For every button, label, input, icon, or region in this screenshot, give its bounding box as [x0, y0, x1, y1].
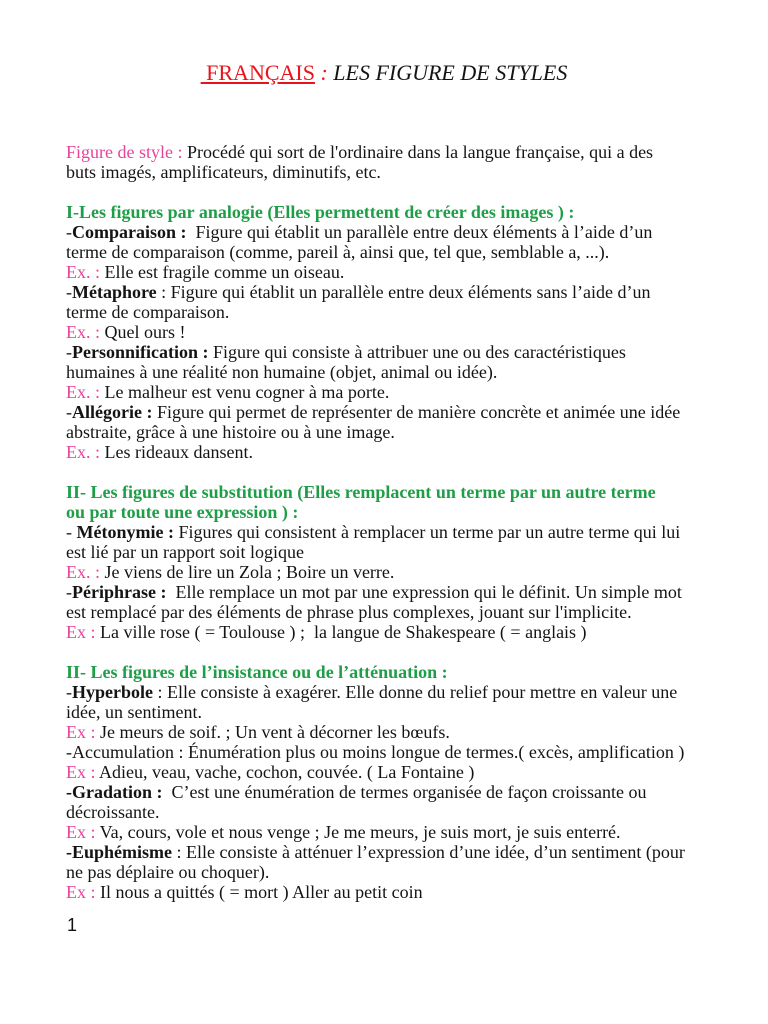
section-heading: II- Les figures de substitution (Elles remplacent un terme par un autre terme	[66, 482, 656, 502]
definition-text: Accumulation : Énumération plus ou moins longue de termes.( excès, amplification )	[72, 742, 685, 762]
document-body	[66, 142, 746, 902]
intro-label: Figure de style :	[66, 142, 183, 162]
definition-continuation: terme de comparaison (comme, pareil à, ainsi que, tel que, semblable a, ...).	[66, 242, 610, 262]
entry-dash: -	[66, 682, 72, 702]
example-line	[66, 382, 746, 402]
title-topic: LES FIGURE DE STYLES	[333, 60, 568, 85]
definition-text: Figures qui consistent à remplacer un terme par un autre terme qui lui	[173, 522, 681, 542]
figure-definition-line	[66, 682, 746, 702]
figure-definition-line	[66, 222, 746, 242]
entry-dash: -	[66, 582, 72, 602]
definition-text: Figure qui consiste à attribuer une ou des caractéristiques	[208, 342, 626, 362]
intro-continuation: buts imagés, amplificateurs, diminutifs, etc.	[66, 162, 381, 182]
entry-dash: -	[66, 522, 77, 542]
figure-definition-line	[66, 282, 746, 302]
sections-container	[66, 202, 746, 902]
example-text: Le malheur est venu cogner à ma porte.	[100, 382, 390, 402]
definition-continuation: abstraite, grâce à une histoire ou à une image.	[66, 422, 395, 442]
figure-entry	[66, 222, 746, 282]
figure-definition-line	[66, 782, 746, 802]
figure-term: Personnification :	[72, 342, 209, 362]
example-line	[66, 322, 746, 342]
example-label: Ex :	[66, 762, 96, 782]
definition-continuation: ne pas déplaire ou choquer).	[66, 862, 270, 882]
figure-definition-line	[66, 402, 746, 422]
definition-text: C’est une énumération de termes organisée de façon croissante ou	[162, 782, 647, 802]
page-title	[0, 60, 768, 86]
example-label: Ex :	[66, 722, 96, 742]
example-line	[66, 562, 746, 582]
definition-continuation: terme de comparaison.	[66, 302, 230, 322]
intro-line	[66, 142, 746, 162]
figure-entry	[66, 682, 746, 742]
figure-entry	[66, 282, 746, 342]
example-text: Je meurs de soif. ; Un vent à décorner les bœufs.	[95, 722, 450, 742]
section-heading: I-Les figures par analogie (Elles permettent de créer des images ) :	[66, 202, 575, 222]
entry-dash: -	[66, 742, 72, 762]
figure-term: -Gradation :	[66, 782, 163, 802]
intro-text: Procédé qui sort de l'ordinaire dans la langue française, qui a des	[182, 142, 654, 162]
figure-definition-line	[66, 582, 746, 602]
definition-text: : Figure qui établit un parallèle entre deux éléments sans l’aide d’un	[156, 282, 651, 302]
title-separator: :	[314, 60, 334, 85]
figure-term: Allégorie :	[72, 402, 153, 422]
figure-entry	[66, 782, 746, 842]
example-text: Je viens de lire un Zola ; Boire un verre.	[100, 562, 395, 582]
figure-term: Hyperbole	[72, 682, 153, 702]
example-text: Les rideaux dansent.	[100, 442, 253, 462]
example-text: Elle est fragile comme un oiseau.	[100, 262, 345, 282]
example-text: La ville rose ( = Toulouse ) ; la langue de Shakespeare ( = anglais )	[95, 622, 587, 642]
figure-entry	[66, 402, 746, 462]
entry-dash: -	[66, 342, 72, 362]
figure-entry	[66, 342, 746, 402]
definition-text: Figure qui permet de représenter de manière concrète et animée une idée	[152, 402, 681, 422]
example-line	[66, 822, 746, 842]
figure-definition-line	[66, 742, 746, 762]
figure-term: Métaphore	[72, 282, 157, 302]
figure-term: Métonymie :	[76, 522, 174, 542]
example-text: Adieu, veau, vache, cochon, couvée. ( La Fontaine )	[95, 762, 475, 782]
example-label: Ex. :	[66, 382, 100, 402]
example-line	[66, 762, 746, 782]
example-text: Quel ours !	[100, 322, 186, 342]
definition-continuation: décroissante.	[66, 802, 160, 822]
figure-definition-line	[66, 342, 746, 362]
example-line	[66, 722, 746, 742]
page-number: 1	[67, 915, 78, 935]
figure-section	[66, 662, 746, 902]
definition-text: Elle remplace un mot par une expression qui le définit. Un simple mot	[166, 582, 682, 602]
definition-continuation: humaines à une réalité non humaine (objet, animal ou idée).	[66, 362, 498, 382]
entry-dash: -	[66, 402, 72, 422]
example-label: Ex. :	[66, 442, 100, 462]
figure-term: Périphrase :	[72, 582, 167, 602]
example-text: Va, cours, vole et nous venge ; Je me meurs, je suis mort, je suis enterré.	[95, 822, 621, 842]
example-label: Ex. :	[66, 262, 100, 282]
definition-continuation: est remplacé par des éléments de phrase plus complexes, jouant sur l'implicite.	[66, 602, 632, 622]
figure-entry	[66, 582, 746, 642]
definition-continuation: est lié par un rapport soit logique	[66, 542, 304, 562]
example-text: Il nous a quittés ( = mort ) Aller au petit coin	[95, 882, 423, 902]
example-line	[66, 622, 746, 642]
figure-entry	[66, 522, 746, 582]
definition-continuation: idée, un sentiment.	[66, 702, 202, 722]
example-label: Ex :	[66, 622, 96, 642]
definition-text: Figure qui établit un parallèle entre deux éléments à l’aide d’un	[186, 222, 653, 242]
example-line	[66, 882, 746, 902]
figure-term: -Euphémisme	[66, 842, 173, 862]
example-line	[66, 442, 746, 462]
figure-definition-line	[66, 522, 746, 542]
entry-dash: -	[66, 222, 72, 242]
section-heading: II- Les figures de l’insistance ou de l’atténuation :	[66, 662, 448, 682]
entry-dash: -	[66, 282, 72, 302]
example-label: Ex. :	[66, 322, 100, 342]
figure-entry	[66, 742, 746, 782]
example-label: Ex. :	[66, 562, 100, 582]
figure-term: Comparaison :	[72, 222, 187, 242]
figure-definition-line	[66, 842, 746, 862]
intro-definition	[66, 142, 746, 182]
figure-section	[66, 482, 746, 642]
example-label: Ex :	[66, 882, 96, 902]
section-heading: ou par toute une expression ) :	[66, 502, 299, 522]
example-label: Ex :	[66, 822, 96, 842]
example-line	[66, 262, 746, 282]
figure-section	[66, 202, 746, 462]
definition-text: : Elle consiste à exagérer. Elle donne du relief pour mettre en valeur une	[153, 682, 678, 702]
definition-text: : Elle consiste à atténuer l’expression d’une idée, d’un sentiment (pour	[172, 842, 685, 862]
title-subject: FRANÇAIS	[200, 60, 315, 85]
figure-entry	[66, 842, 746, 902]
